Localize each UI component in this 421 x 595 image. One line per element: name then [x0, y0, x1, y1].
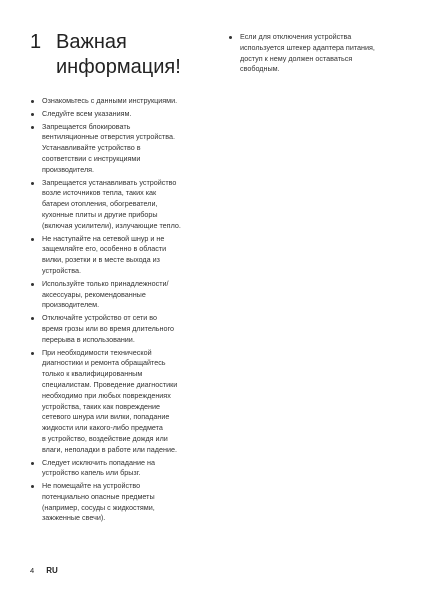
instruction-line: При необходимости технической [42, 347, 152, 357]
section-title-line: информация! [56, 56, 181, 78]
instruction-line: сетевого шнура или вилки, попадание [42, 412, 170, 422]
section-number: 1 [30, 31, 42, 53]
instruction-line: диагностики и ремонта обращайтесь [42, 358, 166, 368]
instruction-line: Отключайте устройство от сети во [42, 313, 158, 323]
instruction-line: Не помещайте на устройство [42, 481, 141, 491]
safety-instructions-list [30, 96, 200, 526]
instruction-line: потенциально опасные предметы [42, 491, 155, 501]
instruction-line: вилки, розетки и в месте выхода из [42, 255, 160, 265]
section-heading [30, 30, 210, 80]
power-adapter-note-list [228, 32, 393, 77]
instruction-line: Если для отключения устройства [240, 32, 352, 41]
instruction-line: защемляйте его, особенно в области [42, 244, 167, 254]
instruction-line: время грозы или во время длительного [42, 323, 174, 333]
instruction-line: возле источников тепла, таких как [42, 188, 157, 198]
instruction-line: устройства, таких как повреждение [42, 401, 161, 411]
instruction-line: (включая усилители), излучающие тепло. [42, 220, 181, 230]
instruction-line: Следуйте всем указаниям. [42, 108, 132, 118]
instruction-line: соответствии с инструкциями [42, 153, 141, 163]
instruction-line: только к квалифицированным [42, 369, 143, 379]
instruction-item [30, 458, 200, 480]
instruction-item [30, 481, 200, 524]
section-title [56, 30, 181, 80]
instruction-line: в устройство, воздействие дождя или [42, 433, 168, 443]
instruction-line: необходимо при любых повреждениях [42, 390, 171, 400]
instruction-line: свободным. [240, 64, 280, 74]
instruction-line: кухонные плиты и другие приборы [42, 209, 158, 219]
instruction-line: устройства. [42, 265, 82, 275]
instruction-line: жидкости или какого-либо предмета [42, 423, 163, 433]
instruction-line: устройство капель или брызг. [42, 468, 141, 478]
instruction-line: Следует исключить попадание на [42, 457, 155, 467]
instruction-item [228, 32, 393, 75]
instruction-line: батареи отопления, обогреватели, [42, 199, 158, 209]
instruction-line: зажженные свечи). [42, 513, 106, 523]
instruction-line: используется штекер адаптера питания, [240, 42, 375, 52]
instruction-line: производителем. [42, 300, 100, 310]
instruction-line: Ознакомьтесь с данными инструкциями. [42, 96, 178, 105]
instruction-item [30, 313, 200, 345]
instruction-item [30, 109, 200, 120]
instruction-line: производителя. [42, 164, 95, 174]
page-number: 4 [30, 566, 35, 575]
instruction-line: доступ к нему должен оставаться [240, 53, 353, 63]
instruction-line: Используйте только принадлежности/ [42, 278, 169, 288]
instruction-item [30, 348, 200, 456]
instruction-item [30, 234, 200, 277]
instruction-line: перерыва в использовании. [42, 334, 135, 344]
instruction-item [30, 279, 200, 311]
instruction-line: специалистам. Проведение диагностики [42, 379, 178, 389]
section-title-line: Важная [56, 31, 127, 53]
instruction-item [30, 122, 200, 176]
instruction-line: Не наступайте на сетевой шнур и не [42, 233, 165, 243]
instruction-line: Запрещается устанавливать устройство [42, 177, 177, 187]
instruction-item [30, 96, 200, 107]
instruction-line: аксессуары, рекомендованные [42, 289, 146, 299]
instruction-line: Запрещается блокировать [42, 121, 131, 131]
page-footer [30, 566, 58, 575]
instruction-line: (например, сосуды с жидкостями, [42, 502, 155, 512]
instruction-line: Устанавливайте устройство в [42, 143, 141, 153]
instruction-item [30, 178, 200, 232]
instruction-line: вентиляционные отверстия устройства. [42, 132, 176, 142]
instruction-line: влаги, неполадки в работе или падение. [42, 444, 177, 454]
language-code: RU [46, 566, 58, 575]
